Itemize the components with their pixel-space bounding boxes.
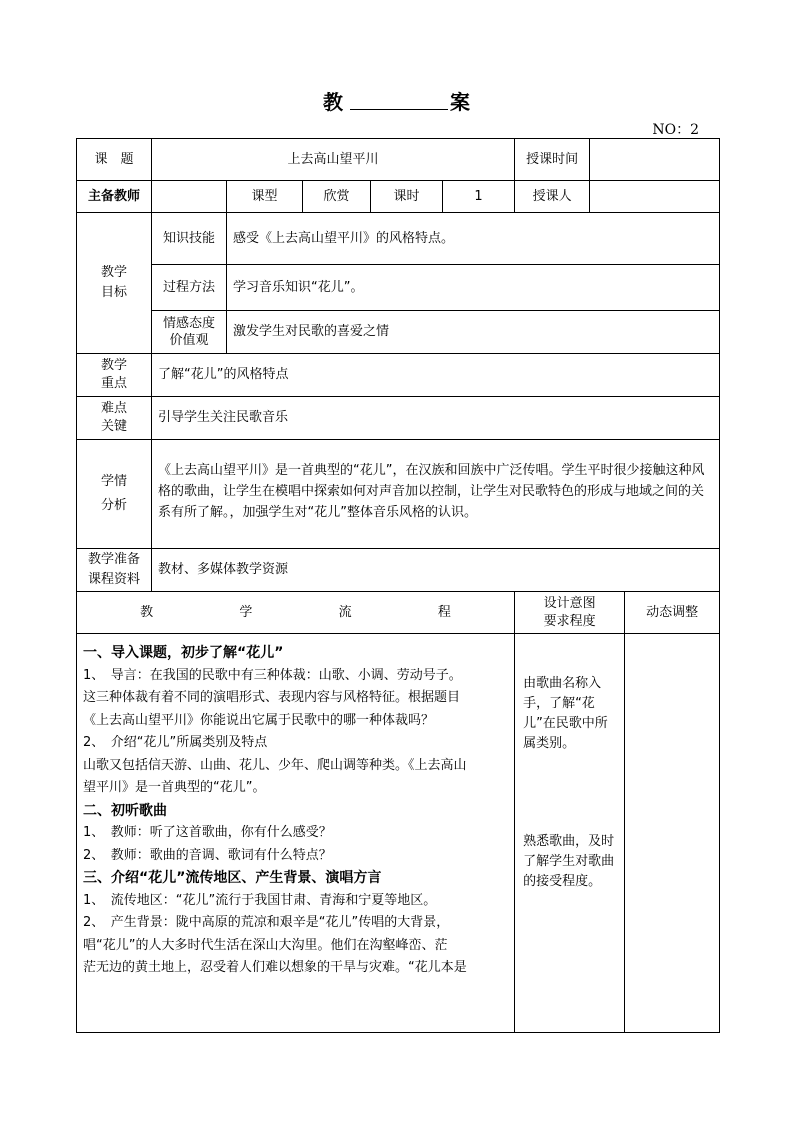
difficulty-label-text: 难点关键 (100, 401, 127, 434)
objective-value-emotion: 激发学生对民歌的喜爱之情 (227, 311, 720, 354)
process-line: 二、初听歌曲 (83, 802, 167, 819)
process-line: 2、 产生背景：陇中高原的荒凉和艰辛是“花儿”传唱的大背景， (83, 915, 450, 930)
objective-label-emotion (152, 311, 227, 354)
hours-label: 课时 (371, 181, 443, 213)
time-value[interactable] (590, 139, 720, 181)
objective-label-knowledge: 知识技能 (152, 213, 227, 265)
objective-label-emotion-text: 情感态度价值观 (162, 316, 215, 348)
design-note-2: 熟悉歌曲，及时了解学生对歌曲的接受程度。 (523, 834, 615, 889)
difficulty-label (77, 397, 152, 440)
resources-label (77, 549, 152, 592)
resources-value: 教材、多媒体教学资源 (152, 549, 720, 592)
type-label: 课型 (227, 181, 303, 213)
design-note-1: 由歌曲名称入手，了解“花儿”在民歌中所属类别。 (523, 676, 608, 751)
hours-value: 1 (443, 181, 515, 213)
objective-label-process: 过程方法 (152, 265, 227, 311)
focus-label (77, 354, 152, 397)
type-value: 欣赏 (303, 181, 371, 213)
process-line: 《上去高山望平川》你能说出它属于民歌中的哪一种体裁吗？ (83, 712, 435, 728)
focus-value: 了解“花儿”的风格特点 (152, 354, 720, 397)
process-line: 1、 流传地区：“花儿”流行于我国甘肃、青海和宁夏等地区。 (83, 892, 437, 908)
flow-char-3: 流 (338, 604, 352, 620)
process-content (77, 634, 515, 1033)
document-number: NO：2 (652, 122, 699, 138)
topic-value: 上去高山望平川 (152, 139, 515, 181)
title-char-1: 教 (323, 90, 343, 114)
process-line: 茫无边的黄土地上，忍受着人们难以想象的干旱与灾难。“花儿本是 (83, 960, 467, 975)
flow-char-2: 学 (239, 604, 253, 620)
process-line: 2、 教师：歌曲的音调、歌词有什么特点？ (83, 847, 332, 863)
process-line: 山歌又包括信天游、山曲、花儿、少年、爬山调等种类。《上去高山 (83, 757, 467, 773)
topic-label: 课 题 (77, 139, 152, 181)
difficulty-value: 引导学生关注民歌音乐 (152, 397, 720, 440)
title-char-2: 案 (450, 90, 470, 114)
design-notes (515, 634, 625, 1033)
process-header-adjust: 动态调整 (625, 592, 720, 634)
teacher-value[interactable] (152, 181, 227, 213)
process-header-design (515, 592, 625, 634)
title-underline (350, 109, 448, 110)
process-line: 1、 教师：听了这首歌曲，你有什么感受？ (83, 825, 332, 840)
analysis-value: 《上去高山望平川》是一首典型的“花儿”，在汉族和回族中广泛传唱。学生平时很少接触这种风格的歌曲，让学生在模唱中探索如何对声音加以控制，让学生对民歌特色的形成与地域之间的关系有所了解。，加强学生对“花儿”整体音乐风格的认识。 (152, 440, 720, 549)
design-header-line1: 设计意图 (543, 595, 596, 611)
objective-value-process: 学习音乐知识“花儿”。 (227, 265, 720, 311)
process-line: 2、 介绍“花儿”所属类别及特点 (83, 735, 268, 750)
flow-char-4: 程 (437, 604, 451, 620)
analysis-label (77, 440, 152, 549)
objective-value-knowledge: 感受《上去高山望平川》的风格特点。 (227, 213, 720, 265)
focus-label-text: 教学重点 (100, 358, 127, 391)
process-line: 望平川》是一首典型的“花儿”。 (83, 780, 266, 795)
time-label: 授课时间 (515, 139, 590, 181)
process-header-flow (77, 592, 515, 634)
lesson-plan-table (76, 138, 720, 1033)
lecturer-label: 授课人 (515, 181, 590, 213)
process-line: 1、 导言：在我国的民歌中有三种体裁：山歌、小调、劳动号子。 (83, 667, 462, 683)
objectives-label-text: 教学目标 (100, 265, 127, 300)
process-line: 这三种体裁有着不同的演唱形式、表现内容与风格特征。根据题目 (83, 690, 461, 705)
process-line: 一、导入课题，初步了解“花儿” (83, 645, 284, 661)
process-line: 三、介绍“花儿”流传地区、产生背景、演唱方言 (83, 870, 382, 886)
design-header-line2: 要求程度 (543, 613, 596, 629)
process-header-flow-chars (77, 603, 514, 623)
process-line: 唱“花儿”的人大多时代生活在深山大沟里。他们在沟壑峰峦、茫 (83, 937, 448, 953)
analysis-label-text: 学情分析 (100, 474, 127, 513)
flow-char-1: 教 (140, 604, 154, 620)
adjust-notes[interactable] (625, 634, 720, 1033)
lecturer-value[interactable] (590, 181, 720, 213)
document-title (0, 86, 794, 112)
teacher-label: 主备教师 (77, 181, 152, 213)
objectives-label (77, 213, 152, 354)
resources-label-text: 教学准备课程资料 (87, 552, 140, 587)
